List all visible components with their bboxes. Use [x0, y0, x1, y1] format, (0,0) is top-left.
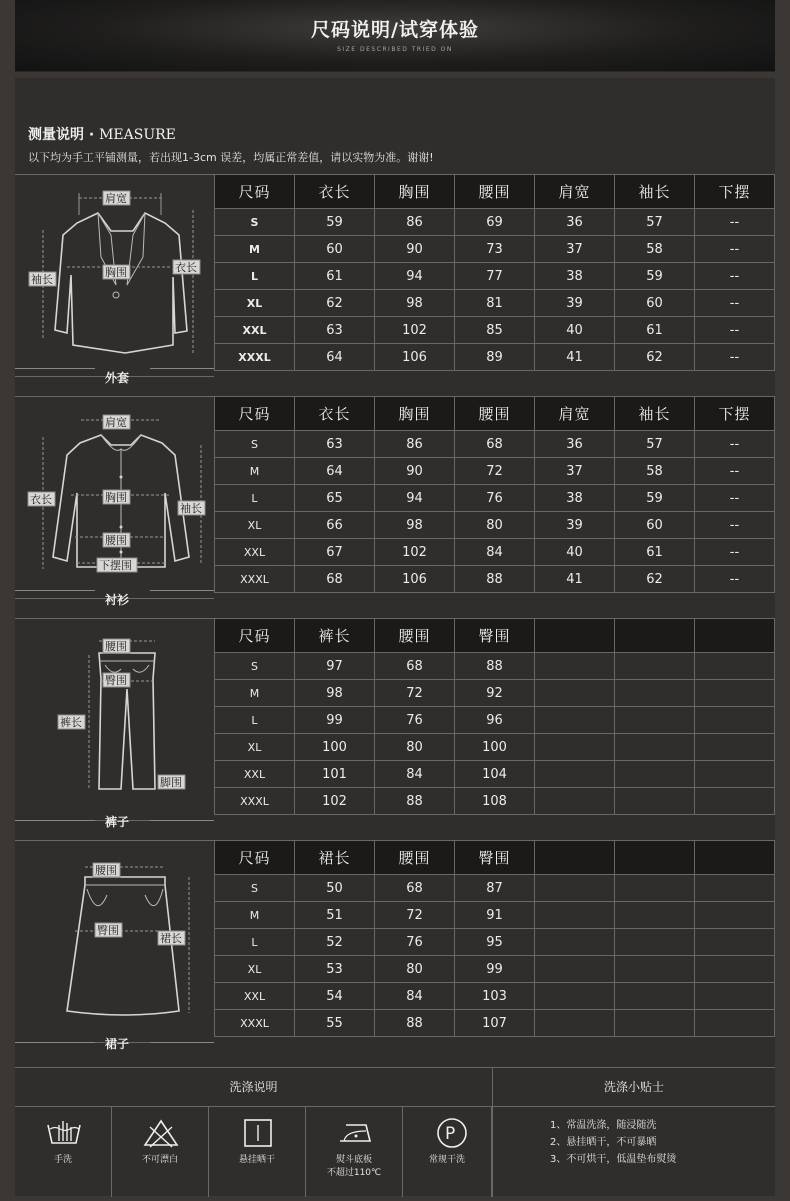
size-cell: S: [215, 653, 295, 680]
value-cell: 102: [375, 317, 455, 344]
header-cell: [695, 841, 775, 875]
value-cell: --: [695, 344, 775, 371]
header-cell: 裙长: [295, 841, 375, 875]
value-cell: 80: [375, 956, 455, 983]
measure-title-cn: 测量说明 ·: [28, 127, 100, 143]
value-cell: 69: [455, 209, 535, 236]
header-cell: 臀围: [455, 619, 535, 653]
header-cell: 袖长: [615, 175, 695, 209]
hem-label: 下摆围: [99, 559, 132, 572]
value-cell: 51: [295, 902, 375, 929]
table-row: [215, 209, 775, 236]
value-cell: 98: [295, 680, 375, 707]
care-item-no-bleach: [112, 1106, 209, 1197]
size-cell: XXXL: [215, 788, 295, 815]
trousers-size-block: [15, 618, 775, 829]
value-cell: 99: [295, 707, 375, 734]
value-cell: --: [695, 263, 775, 290]
value-cell: 68: [375, 653, 455, 680]
skirt-size-block: [15, 840, 775, 1051]
value-cell: --: [695, 566, 775, 593]
header-cell: 尺码: [215, 841, 295, 875]
shoulder-label: 肩宽: [105, 416, 127, 429]
measure-title-en: MEASURE: [99, 127, 176, 143]
shoulder-label: 肩宽: [105, 192, 127, 205]
care-label: 不可漂白: [141, 1155, 178, 1165]
value-cell: [535, 875, 615, 902]
care-item-hang-dry: [209, 1106, 306, 1197]
header-cell: [535, 619, 615, 653]
value-cell: [615, 734, 695, 761]
size-cell: XXXL: [215, 344, 295, 371]
header-cell: [615, 841, 695, 875]
coat-size-table: [214, 174, 775, 371]
value-cell: 68: [375, 875, 455, 902]
tip-item: 1、常温洗涤，随浸随洗: [550, 1120, 657, 1131]
table-row: [215, 875, 775, 902]
dry-clean-icon: [433, 1117, 471, 1149]
size-cell: S: [215, 209, 295, 236]
value-cell: [535, 902, 615, 929]
chest-label: 胸围: [105, 491, 127, 504]
value-cell: 76: [455, 485, 535, 512]
value-cell: [535, 956, 615, 983]
size-cell: L: [215, 707, 295, 734]
header-cell: 腰围: [455, 397, 535, 431]
value-cell: [535, 929, 615, 956]
value-cell: 57: [615, 431, 695, 458]
value-cell: 61: [295, 263, 375, 290]
size-cell: XXL: [215, 317, 295, 344]
table-row: [215, 983, 775, 1010]
length-label: 衣长: [30, 493, 52, 506]
value-cell: 53: [295, 956, 375, 983]
header-cell: 衣长: [295, 397, 375, 431]
table-header-row: [215, 619, 775, 653]
size-cell: L: [215, 929, 295, 956]
value-cell: [615, 761, 695, 788]
table-row: [215, 344, 775, 371]
value-cell: 36: [535, 431, 615, 458]
value-cell: 59: [615, 485, 695, 512]
value-cell: 41: [535, 566, 615, 593]
table-row: [215, 902, 775, 929]
table-row: [215, 539, 775, 566]
length-label: 裙长: [160, 932, 182, 945]
care-item-hand-wash: [15, 1106, 112, 1197]
header-cell: 臀围: [455, 841, 535, 875]
care-label: 熨斗底板 不超过110℃: [326, 1155, 382, 1178]
value-cell: --: [695, 485, 775, 512]
value-cell: [695, 1010, 775, 1037]
hang-dry-icon: [239, 1117, 277, 1149]
value-cell: 38: [535, 485, 615, 512]
table-row: [215, 653, 775, 680]
size-cell: M: [215, 680, 295, 707]
value-cell: [695, 875, 775, 902]
trousers-name: 裤子: [104, 815, 129, 829]
value-cell: 39: [535, 512, 615, 539]
value-cell: 52: [295, 929, 375, 956]
value-cell: 38: [535, 263, 615, 290]
header-cell: 尺码: [215, 175, 295, 209]
table-row: [215, 236, 775, 263]
header-cell: 袖长: [615, 397, 695, 431]
value-cell: 68: [455, 431, 535, 458]
size-cell: XL: [215, 512, 295, 539]
tips-title: 洗涤小贴士: [492, 1068, 775, 1106]
value-cell: 84: [375, 761, 455, 788]
value-cell: 64: [295, 344, 375, 371]
value-cell: [695, 983, 775, 1010]
size-cell: M: [215, 458, 295, 485]
value-cell: 65: [295, 485, 375, 512]
trousers-size-table: [214, 618, 775, 815]
value-cell: [615, 956, 695, 983]
value-cell: [535, 734, 615, 761]
value-cell: 88: [455, 653, 535, 680]
header-cell: 下摆: [695, 175, 775, 209]
value-cell: 60: [615, 290, 695, 317]
value-cell: --: [695, 458, 775, 485]
value-cell: 57: [615, 209, 695, 236]
value-cell: [615, 680, 695, 707]
value-cell: 40: [535, 539, 615, 566]
value-cell: 72: [375, 902, 455, 929]
value-cell: 61: [615, 539, 695, 566]
tip-item: 2、悬挂晒干，不可暴晒: [550, 1137, 657, 1148]
value-cell: 58: [615, 236, 695, 263]
skirt-size-table: [214, 840, 775, 1037]
size-cell: L: [215, 263, 295, 290]
value-cell: [535, 653, 615, 680]
value-cell: 76: [375, 707, 455, 734]
value-cell: [695, 902, 775, 929]
value-cell: [615, 983, 695, 1010]
value-cell: [615, 902, 695, 929]
care-label: 常规干洗: [428, 1155, 465, 1165]
value-cell: [695, 956, 775, 983]
shirt-name: 衬衫: [104, 593, 129, 607]
table-row: [215, 929, 775, 956]
size-cell: S: [215, 875, 295, 902]
table-row: [215, 707, 775, 734]
value-cell: 92: [455, 680, 535, 707]
header-cell: [535, 841, 615, 875]
value-cell: 62: [295, 290, 375, 317]
table-header-row: [215, 175, 775, 209]
value-cell: --: [695, 512, 775, 539]
value-cell: 55: [295, 1010, 375, 1037]
value-cell: 108: [455, 788, 535, 815]
hand-wash-icon: [45, 1117, 83, 1149]
tip-item: 3、不可烘干，低温垫布熨烫: [550, 1154, 677, 1165]
value-cell: 87: [455, 875, 535, 902]
value-cell: 59: [295, 209, 375, 236]
length-label: 衣长: [175, 261, 197, 274]
table-row: [215, 956, 775, 983]
hip-label: 臀围: [105, 674, 127, 687]
value-cell: --: [695, 209, 775, 236]
shirt-size-block: [15, 396, 775, 607]
value-cell: [695, 707, 775, 734]
value-cell: 80: [455, 512, 535, 539]
value-cell: --: [695, 290, 775, 317]
care-label: 手洗: [53, 1155, 72, 1165]
value-cell: 76: [375, 929, 455, 956]
value-cell: 98: [375, 290, 455, 317]
header-cell: 胸围: [375, 397, 455, 431]
header-cell: [615, 619, 695, 653]
value-cell: [535, 761, 615, 788]
table-row: [215, 512, 775, 539]
value-cell: 95: [455, 929, 535, 956]
trousers-figure: [15, 618, 214, 821]
value-cell: 102: [295, 788, 375, 815]
value-cell: [615, 929, 695, 956]
coat-figure: [15, 174, 214, 377]
care-label: 悬挂晒干: [238, 1155, 275, 1165]
measure-note: 以下均为手工平铺测量，若出现1-3cm 误差，均属正常差值，请以实物为准。谢谢!: [28, 151, 434, 164]
value-cell: 80: [375, 734, 455, 761]
size-cell: L: [215, 485, 295, 512]
leg-label: 脚围: [160, 776, 182, 789]
size-cell: XXL: [215, 761, 295, 788]
header-cell: 裤长: [295, 619, 375, 653]
value-cell: 72: [455, 458, 535, 485]
value-cell: 100: [295, 734, 375, 761]
svg-text:P: P: [445, 1124, 456, 1144]
coat-size-block: [15, 174, 775, 385]
value-cell: 73: [455, 236, 535, 263]
value-cell: 37: [535, 236, 615, 263]
size-cell: XXXL: [215, 566, 295, 593]
value-cell: 103: [455, 983, 535, 1010]
value-cell: 63: [295, 431, 375, 458]
value-cell: [535, 707, 615, 734]
value-cell: --: [695, 431, 775, 458]
value-cell: [615, 875, 695, 902]
header-cell: 肩宽: [535, 175, 615, 209]
hip-label: 臀围: [97, 924, 119, 937]
value-cell: 36: [535, 209, 615, 236]
size-cell: XL: [215, 956, 295, 983]
shirt-figure: [15, 396, 214, 599]
sleeve-label: 袖长: [31, 273, 53, 286]
size-cell: M: [215, 236, 295, 263]
value-cell: 61: [615, 317, 695, 344]
value-cell: 39: [535, 290, 615, 317]
value-cell: 60: [615, 512, 695, 539]
table-row: [215, 734, 775, 761]
size-cell: XL: [215, 734, 295, 761]
header-cell: 肩宽: [535, 397, 615, 431]
header-cell: 尺码: [215, 619, 295, 653]
value-cell: 58: [615, 458, 695, 485]
value-cell: 41: [535, 344, 615, 371]
value-cell: [615, 653, 695, 680]
value-cell: 59: [615, 263, 695, 290]
value-cell: 77: [455, 263, 535, 290]
waist-label: 腰围: [105, 534, 127, 547]
value-cell: 88: [455, 566, 535, 593]
value-cell: [535, 680, 615, 707]
value-cell: [615, 788, 695, 815]
value-cell: 84: [455, 539, 535, 566]
value-cell: 97: [295, 653, 375, 680]
value-cell: [615, 1010, 695, 1037]
table-row: [215, 290, 775, 317]
value-cell: 101: [295, 761, 375, 788]
table-row: [215, 680, 775, 707]
table-header-row: [215, 841, 775, 875]
table-row: [215, 485, 775, 512]
size-cell: XXL: [215, 983, 295, 1010]
page-title: 尺码说明/试穿体验: [311, 19, 479, 41]
coat-name: 外套: [104, 371, 129, 385]
value-cell: 100: [455, 734, 535, 761]
value-cell: 62: [615, 566, 695, 593]
sleeve-label: 袖长: [180, 502, 202, 515]
header-cell: 尺码: [215, 397, 295, 431]
value-cell: 85: [455, 317, 535, 344]
value-cell: 88: [375, 1010, 455, 1037]
header-cell: 腰围: [375, 619, 455, 653]
value-cell: 54: [295, 983, 375, 1010]
skirt-name: 裙子: [104, 1037, 129, 1051]
chest-label: 胸围: [105, 266, 127, 279]
value-cell: [695, 734, 775, 761]
value-cell: --: [695, 539, 775, 566]
value-cell: 99: [455, 956, 535, 983]
header-cell: 下摆: [695, 397, 775, 431]
table-row: [215, 566, 775, 593]
table-row: [215, 431, 775, 458]
table-row: [215, 317, 775, 344]
table-row: [215, 458, 775, 485]
value-cell: [535, 983, 615, 1010]
value-cell: 98: [375, 512, 455, 539]
value-cell: [695, 680, 775, 707]
value-cell: 89: [455, 344, 535, 371]
value-cell: [695, 761, 775, 788]
waist-label: 腰围: [95, 864, 117, 877]
value-cell: 67: [295, 539, 375, 566]
page-subtitle: SIZE DESCRIBED TRIED ON: [337, 46, 453, 53]
value-cell: 66: [295, 512, 375, 539]
value-cell: 60: [295, 236, 375, 263]
header-cell: 腰围: [375, 841, 455, 875]
table-row: [215, 263, 775, 290]
value-cell: 63: [295, 317, 375, 344]
value-cell: 88: [375, 788, 455, 815]
header-cell: 胸围: [375, 175, 455, 209]
shirt-size-table: [214, 396, 775, 593]
size-cell: XL: [215, 290, 295, 317]
value-cell: 81: [455, 290, 535, 317]
header-cell: [695, 619, 775, 653]
value-cell: [695, 929, 775, 956]
value-cell: [535, 1010, 615, 1037]
waist-label: 腰围: [105, 640, 127, 653]
value-cell: 96: [455, 707, 535, 734]
size-cell: XXL: [215, 539, 295, 566]
value-cell: 91: [455, 902, 535, 929]
header-cell: 腰围: [455, 175, 535, 209]
value-cell: 94: [375, 263, 455, 290]
size-cell: XXXL: [215, 1010, 295, 1037]
header-banner: [15, 0, 775, 72]
value-cell: 72: [375, 680, 455, 707]
length-label: 裤长: [60, 716, 82, 729]
value-cell: --: [695, 317, 775, 344]
skirt-figure: [15, 840, 214, 1043]
table-row: [215, 1010, 775, 1037]
iron-icon: [336, 1117, 374, 1149]
value-cell: 104: [455, 761, 535, 788]
value-cell: [615, 707, 695, 734]
table-header-row: [215, 397, 775, 431]
value-cell: 50: [295, 875, 375, 902]
value-cell: 86: [375, 431, 455, 458]
value-cell: 37: [535, 458, 615, 485]
no-bleach-icon: [142, 1117, 180, 1149]
value-cell: 107: [455, 1010, 535, 1037]
value-cell: 90: [375, 458, 455, 485]
value-cell: 90: [375, 236, 455, 263]
value-cell: 64: [295, 458, 375, 485]
measure-title: [28, 124, 176, 144]
header-cell: 衣长: [295, 175, 375, 209]
care-item-dry-clean: [403, 1106, 492, 1197]
care-title: 洗涤说明: [229, 1080, 278, 1094]
size-cell: S: [215, 431, 295, 458]
value-cell: 106: [375, 566, 455, 593]
table-row: [215, 788, 775, 815]
value-cell: 94: [375, 485, 455, 512]
value-cell: 40: [535, 317, 615, 344]
value-cell: [695, 653, 775, 680]
value-cell: 86: [375, 209, 455, 236]
size-cell: M: [215, 902, 295, 929]
value-cell: [695, 788, 775, 815]
value-cell: --: [695, 236, 775, 263]
care-item-iron: [306, 1106, 403, 1197]
value-cell: [535, 788, 615, 815]
value-cell: 62: [615, 344, 695, 371]
care-tips: [550, 1117, 676, 1168]
table-row: [215, 761, 775, 788]
value-cell: 102: [375, 539, 455, 566]
value-cell: 106: [375, 344, 455, 371]
value-cell: 84: [375, 983, 455, 1010]
value-cell: 68: [295, 566, 375, 593]
